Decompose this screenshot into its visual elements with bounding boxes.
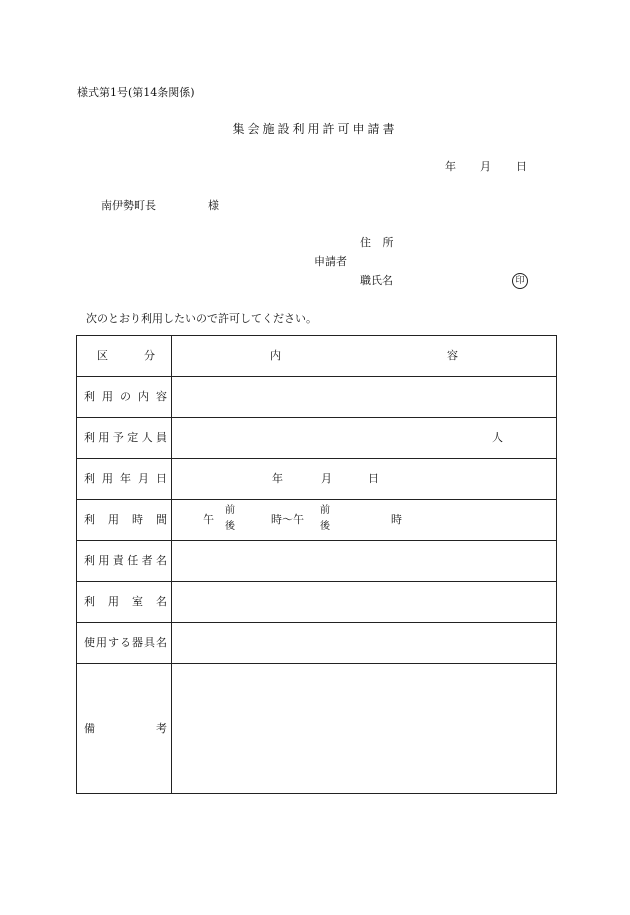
header-content-2: 容 bbox=[447, 349, 458, 362]
application-table bbox=[76, 335, 557, 794]
page-title: 集会施設利用許可申請書 bbox=[232, 122, 398, 136]
use-date-month: 月 bbox=[321, 472, 332, 485]
remarks-field[interactable] bbox=[175, 668, 553, 788]
row-divider bbox=[77, 458, 556, 459]
row-label-remarks: 備考 bbox=[84, 722, 167, 735]
row-divider bbox=[77, 417, 556, 418]
row-label-time: 利用時間 bbox=[84, 513, 167, 526]
time-middle: 時〜午 bbox=[271, 513, 304, 526]
name-title-label: 職氏名 bbox=[360, 274, 393, 287]
addressee-honorific: 様 bbox=[208, 199, 219, 212]
row-label-room: 利用室名 bbox=[84, 595, 167, 608]
time-from-prefix: 午 bbox=[203, 513, 214, 526]
time-from-pm: 後 bbox=[225, 521, 235, 532]
row-divider bbox=[77, 663, 556, 664]
header-category: 区 分 bbox=[97, 349, 155, 362]
row-divider bbox=[77, 622, 556, 623]
row-label-purpose: 利用の内容 bbox=[84, 390, 167, 403]
row-label-equipment: 使用する器具名 bbox=[84, 636, 167, 649]
row-divider bbox=[77, 376, 556, 377]
date-day-label: 日 bbox=[516, 160, 527, 173]
row-divider bbox=[77, 581, 556, 582]
time-to-pm: 後 bbox=[320, 521, 330, 532]
purpose-field[interactable] bbox=[175, 381, 553, 413]
applicant-label: 申請者 bbox=[314, 255, 347, 268]
room-field[interactable] bbox=[175, 586, 553, 618]
expected-people-field[interactable] bbox=[175, 422, 485, 454]
people-unit: 人 bbox=[492, 431, 503, 444]
header-content-1: 内 bbox=[270, 349, 281, 362]
row-label-date: 利用年月日 bbox=[84, 472, 167, 485]
row-label-expected-people: 利用予定人員 bbox=[84, 431, 167, 444]
use-date-year: 年 bbox=[272, 472, 283, 485]
address-label: 住 所 bbox=[360, 236, 398, 249]
form-number: 様式第1号(第14条関係) bbox=[77, 86, 195, 99]
responsible-field[interactable] bbox=[175, 545, 553, 577]
column-divider bbox=[171, 336, 172, 793]
row-label-responsible: 利用責任者名 bbox=[84, 554, 167, 567]
seal-mark: 印 bbox=[512, 273, 528, 289]
date-year-label: 年 bbox=[445, 160, 456, 173]
date-month-label: 月 bbox=[480, 160, 491, 173]
equipment-field[interactable] bbox=[175, 627, 553, 659]
row-divider bbox=[77, 540, 556, 541]
time-to-am: 前 bbox=[320, 505, 330, 516]
row-divider bbox=[77, 499, 556, 500]
addressee-name: 南伊勢町長 bbox=[101, 199, 156, 212]
time-from-am: 前 bbox=[225, 505, 235, 516]
intro-text: 次のとおり利用したいので許可してください。 bbox=[86, 312, 317, 325]
use-date-day: 日 bbox=[368, 472, 379, 485]
time-to-suffix: 時 bbox=[391, 513, 402, 526]
